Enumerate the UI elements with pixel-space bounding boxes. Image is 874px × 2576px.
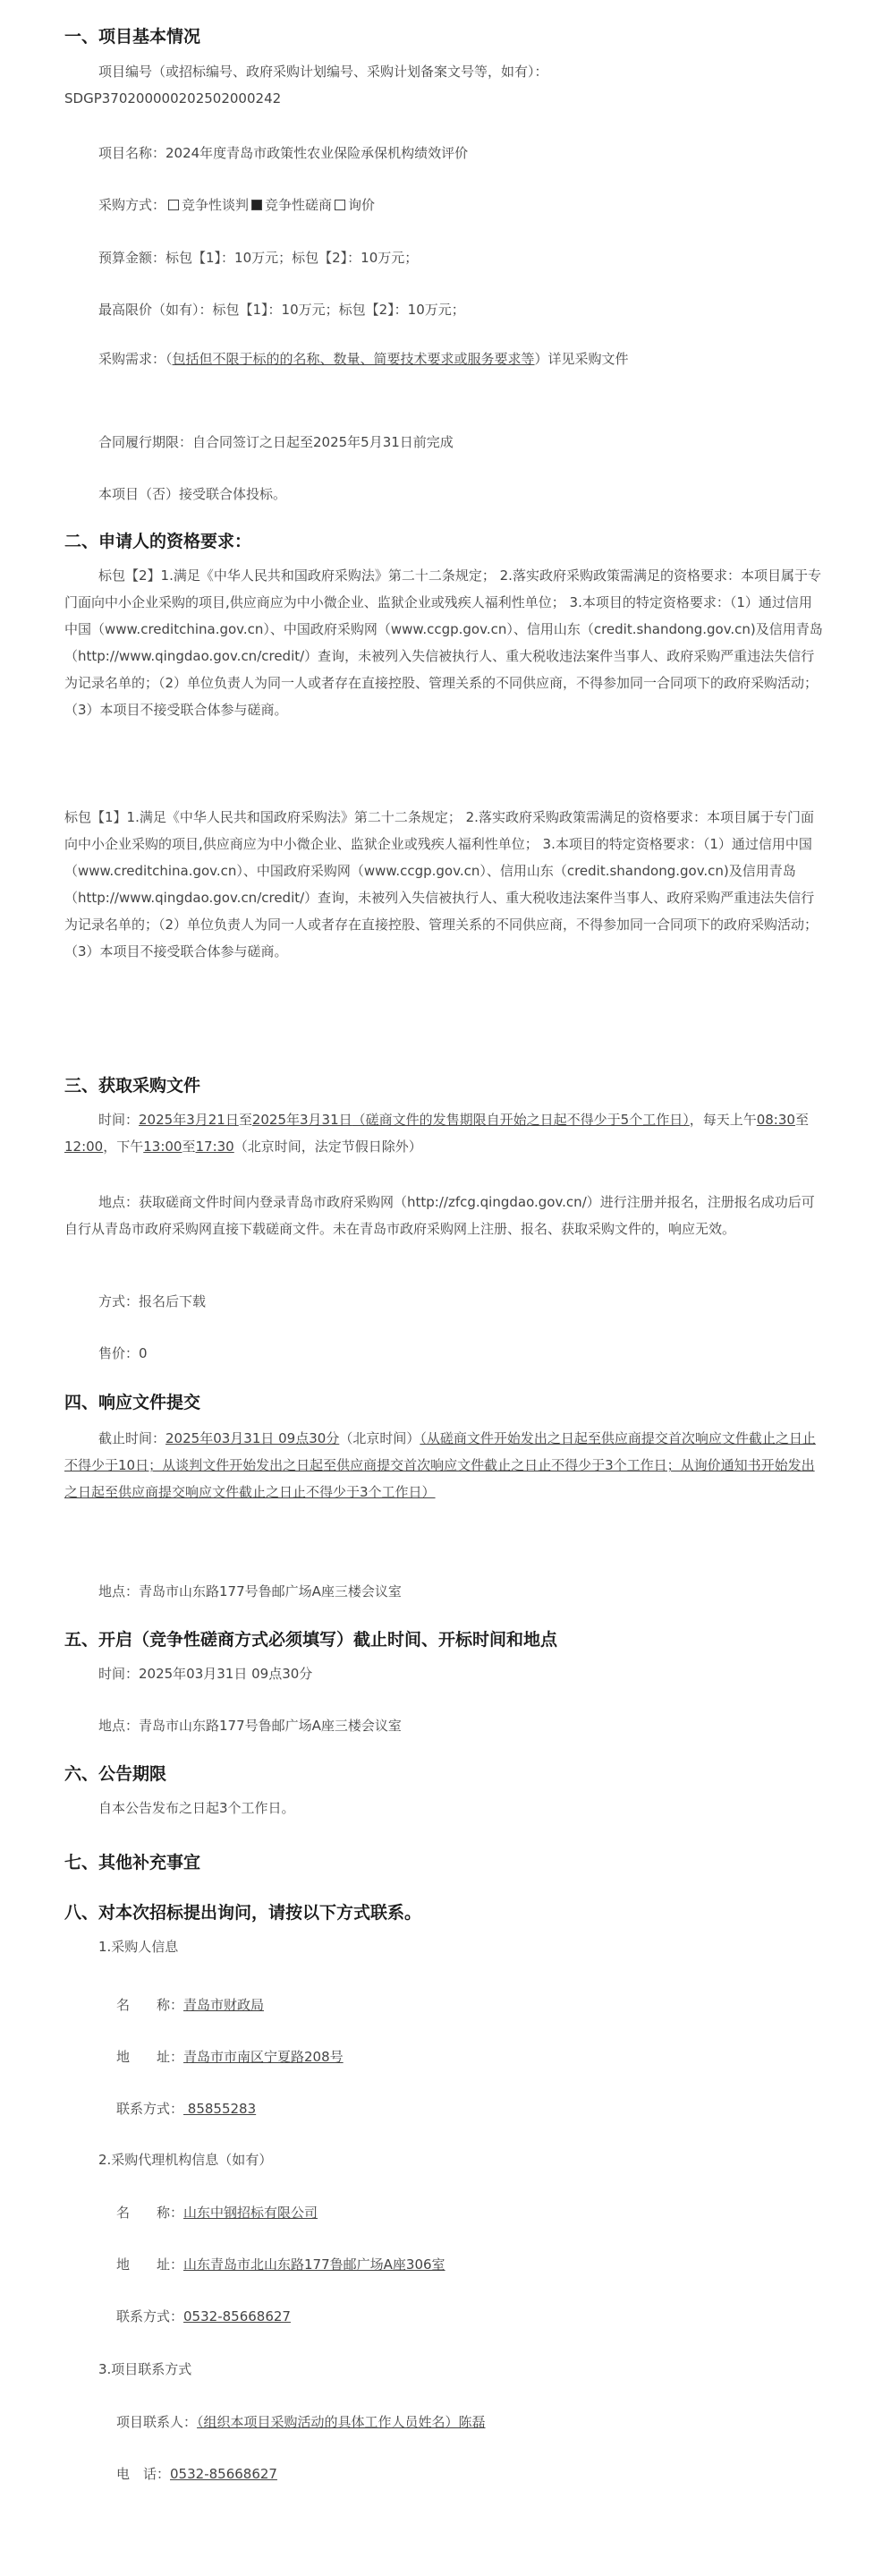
agency-name-value: 山东中钢招标有限公司 [183,2205,318,2221]
deadline-note: （从磋商文件开始发出之日起至供应商提交首次响应文件截止之日止不得少于10日；从谈判文件开始发出之日起至供应商提交首次响应文件截止之日止不得少于3个工作日；从询价通知书开始发出之日起至供应商提交响应文件截止之日止不得少于3个工作日） [64,1430,816,1500]
agency-address [116,2255,445,2273]
section-1-heading: 一、项目基本情况 [64,27,201,47]
method-option-inquiry-checkbox [335,200,345,210]
opening-location: 地点：青岛市山东路177号鲁邮广场A座三楼会议室 [98,1718,402,1734]
time-to: 至 [238,1112,252,1128]
submission-deadline [64,1425,823,1506]
am-end: 12:00 [64,1139,104,1155]
submission-location: 地点：青岛市山东路177号鲁邮广场A座三楼会议室 [98,1583,402,1599]
am-start: 08:30 [756,1112,795,1128]
method-option-negotiation-checkbox [168,200,179,210]
joint-bidding: 本项目（否）接受联合体投标。 [98,486,287,502]
contract-period: 合同履行期限：自合同签订之日起至2025年5月31日前完成 [98,434,454,450]
acquisition-location: 地点：获取磋商文件时间内登录青岛市政府采购网（http://zfcg.qingdao.gov.cn/）进行注册并报名，注册报名成功后可自行从青岛市政府采购网直接下载磋商文件。未在青岛市政府采购网上注册、报名、获取采购文件的，响应无效。 [64,1194,815,1237]
project-person-value: （组织本项目采购活动的具体工作人员姓名）陈磊 [197,2414,486,2430]
procurement-requirements [64,345,823,372]
purchaser-contact [116,2099,256,2118]
lot-1-requirements: 标包【1】1.满足《中华人民共和国政府采购法》第二十二条规定； 2.落实政府采购政策需满足的资格要求：本项目属于专门面向中小企业采购的项目,供应商应为中小微企业、监狱企业或残疾人福利性单位； 3.本项目的特定资格要求：（1）通过信用中国（www.creditchina.gov.cn）、中国政府采购网（www.ccgp.gov.cn）、信用山东（credit.shandong.gov.cn)及信用青岛（http://www.qingdao.gov.cn/credit/）查询，未被列入失信被执行人、重大税收违法案件当事人、政府采购严重违法失信行为记录名单的；（2）单位负责人为同一人或者存在直接控股、管理关系的不同供应商，不得参加同一合同项下的政府采购活动；（3）本项目不接受联合体参与磋商。 [64,809,819,960]
budget-amount: 预算金额：标包【1】：10万元；标包【2】：10万元； [98,250,419,266]
time-end: 2025年3月31日 [251,1112,352,1128]
purchaser-name [116,1995,264,2014]
procurement-method [98,192,375,218]
pm-end: 17:30 [195,1139,234,1155]
time-note: （磋商文件的发售期限自开始之日起不得少于5个工作日） [352,1112,690,1128]
purchaser-name-value: 青岛市财政局 [183,1997,265,2013]
purchaser-address-value: 青岛市市南区宁夏路208号 [183,2049,344,2065]
deadline-zone: （北京时间） [339,1430,420,1446]
time-start: 2025年3月21日 [139,1112,239,1128]
time-tail: （北京时间，法定节假日除外） [233,1139,422,1155]
section-2-heading: 二、申请人的资格要求： [64,532,252,551]
acquisition-time [64,1106,823,1160]
section-5-heading: 五、开启（竞争性磋商方式必须填写）截止时间、开标时间和地点 [64,1630,558,1650]
method-label: 采购方式： [98,197,166,213]
pm-to: 至 [182,1139,196,1155]
document-price: 售价：0 [98,1345,148,1361]
deadline-label: 截止时间： [98,1430,166,1446]
purchaser-title: 1.采购人信息 [98,1939,179,1955]
am-to: 至 [794,1112,809,1128]
agency-address-label: 地 址： [116,2256,184,2273]
section-8-heading: 八、对本次招标提出询问，请按以下方式联系。 [64,1903,422,1923]
agency-name [116,2203,318,2222]
lot-2-requirements: 标包【2】1.满足《中华人民共和国政府采购法》第二十二条规定； 2.落实政府采购政策需满足的资格要求：本项目属于专门面向中小企业采购的项目,供应商应为中小微企业、监狱企业或残疾人福利性单位； 3.本项目的特定资格要求：（1）通过信用中国（www.creditchina.gov.cn）、中国政府采购网（www.ccgp.gov.cn）、信用山东（credit.shandong.gov.cn)及信用青岛（http://www.qingdao.gov.cn/credit/）查询，未被列入失信被执行人、重大税收违法案件当事人、政府采购严重违法失信行为记录名单的；（2）单位负责人为同一人或者存在直接控股、管理关系的不同供应商，不得参加同一合同项下的政府采购活动；（3）本项目不接受联合体参与磋商。 [64,567,823,718]
project-phone-label: 电 话： [116,2466,171,2482]
time-daily: ，每天上午 [689,1112,757,1128]
agency-address-value: 山东青岛市北山东路177鲁邮广场A座306室 [183,2256,445,2273]
notice-period: 自本公告发布之日起3个工作日。 [98,1800,295,1816]
agency-contact-label: 联系方式： [116,2308,184,2324]
purchaser-address [116,2047,344,2066]
method-option-negotiation: 竞争性谈判 [182,197,250,213]
max-price: 最高限价（如有）：标包【1】：10万元；标包【2】：10万元； [98,302,465,318]
pm-label: ，下午 [103,1139,144,1155]
deadline-datetime: 2025年03月31日 09点30分 [165,1430,340,1446]
method-option-consultation-checkbox [251,200,262,210]
section-4-heading: 四、响应文件提交 [64,1393,201,1412]
requirements-note: 包括但不限于标的的名称、数量、简要技术要求或服务要求等 [172,351,535,367]
requirements-label: 采购需求：（ [98,351,173,367]
section-7-heading: 七、其他补充事宜 [64,1853,201,1872]
section-3-heading: 三、获取采购文件 [64,1076,201,1096]
section-6-heading: 六、公告期限 [64,1764,167,1784]
project-phone-value: 0532-85668627 [170,2466,277,2482]
project-number-label: 项目编号（或招标编号、政府采购计划编号、采购计划备案文号等，如有）： [98,64,548,80]
method-option-inquiry: 询价 [348,197,376,213]
project-phone [116,2464,277,2483]
pm-start: 13:00 [143,1139,182,1155]
purchaser-contact-value: 85855283 [183,2101,257,2117]
time-label: 时间： [98,1112,140,1128]
project-name: 项目名称：2024年度青岛市政策性农业保险承保机构绩效评价 [98,145,469,161]
agency-name-label: 名 称： [116,2205,184,2221]
project-person-label: 项目联系人： [116,2414,198,2430]
agency-contact-value: 0532-85668627 [183,2308,291,2324]
project-number-value: SDGP370200000202502000242 [64,90,282,107]
method-option-consultation: 竞争性磋商 [265,197,333,213]
agency-contact [116,2307,291,2325]
opening-time: 时间：2025年03月31日 09点30分 [98,1666,313,1682]
project-contact-person [116,2412,486,2431]
agency-title: 2.采购代理机构信息（如有） [98,2152,273,2168]
purchaser-name-label: 名 称： [116,1997,184,2013]
acquisition-mode: 方式：报名后下载 [98,1293,207,1309]
purchaser-contact-label: 联系方式： [116,2101,184,2117]
project-contact-title: 3.项目联系方式 [98,2361,192,2377]
purchaser-address-label: 地 址： [116,2049,184,2065]
requirements-rest: ）详见采购文件 [534,351,629,367]
